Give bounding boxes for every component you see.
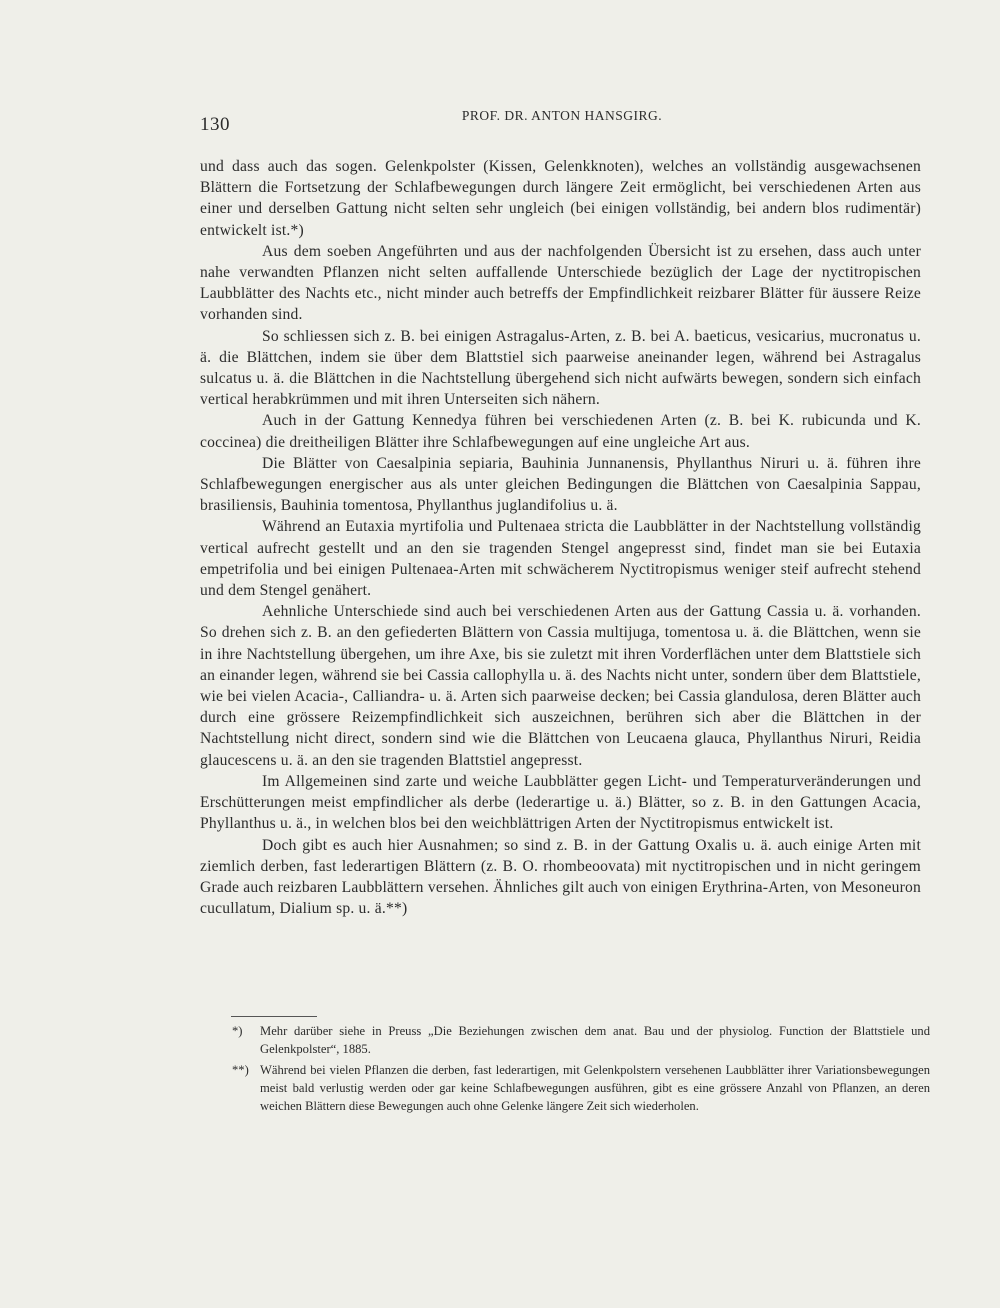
paragraph: und dass auch das sogen. Gelenkpolster (Kissen, Gelenkknoten), welches an vollständig ausgewachsenen Blättern die Fortsetzung der Schlafbewegungen durch längere Zeit ermöglicht, bei verschiedenen Arten aus einer und derselben Gattung nicht selten sehr ungleich (bei einigen vollständig, bei andern blos rudimentär) entwickelt ist.*) xyxy=(200,158,921,239)
footnote-text: Während bei vielen Pflanzen die derben, fast lederartigen, mit Gelenkpolstern versehenen Laubblätter ihrer Variationsbewegungen meist bald verlustig werden oder gar keine Schlafbewegungen ausführen, gibt es eine grössere Anzahl von Pflanzen, an deren weichen Blättern diese Bewegungen auch ohne Gelenke längere Zeit sich wiederholen. xyxy=(260,1063,930,1113)
footnotes xyxy=(200,1022,930,1115)
paragraph: So schliessen sich z. B. bei einigen Astragalus-Arten, z. B. bei A. baeticus, vesicarius, mucronatus u. ä. die Blättchen, indem sie über dem Blattstiel sich paarweise aneinander legen, während bei Astragalus sulcatus u. ä. die Blättchen in die Nachtstellung übergehend sich nicht aufwärts bewegen, sondern sich einfach vertical herabkrümmen und mit ihren Unterseiten sich nähern. xyxy=(200,327,921,409)
footnote-text: Mehr darüber siehe in Preuss „Die Beziehungen zwischen dem anat. Bau und der physiolog. Function der Blattstiele und Gelenkpolster“, 1885. xyxy=(260,1024,930,1056)
running-header: PROF. DR. ANTON HANSGIRG. xyxy=(461,108,663,123)
paragraph: Aus dem soeben Angeführten und aus der nachfolgenden Übersicht ist zu ersehen, dass auch unter nahe verwandten Pflanzen nicht selten auffallende Unterschiede bezüglich der Lage der nyctitropischen Laubblätter des Nachts etc., nicht minder auch betreffs der Empfindlichkeit reizbarer Blätter für äussere Reize vorhanden sind. xyxy=(200,242,921,324)
footnote-divider xyxy=(231,1016,317,1017)
footnote xyxy=(200,1022,930,1058)
footnote xyxy=(200,1061,930,1115)
footnote-marker: **) xyxy=(232,1063,249,1077)
paragraph: Die Blätter von Caesalpinia sepiaria, Bauhinia Junnanensis, Phyllanthus Niruri u. ä. führen ihre Schlafbewegungen energischer aus als unter gleichen Bedingungen die Blättchen von Caesalpinia Sappau, brasiliensis, Bauhinia tomentosa, Phyllanthus juglandifolius u. ä. xyxy=(200,454,921,515)
paragraph: Auch in der Gattung Kennedya führen bei verschiedenen Arten (z. B. bei K. rubicunda und K. coccinea) die dreitheiligen Blätter ihre Schlafbewegungen auf eine ungleiche Art aus. xyxy=(200,412,921,451)
paragraph: Während an Eutaxia myrtifolia und Pultenaea stricta die Laubblätter in der Nachtstellung vollständig vertical aufrecht gestellt und an den sie tragenden Stengel angepresst sind, findet man sie bei Eutaxia empetrifolia und bei einigen Pultenaea-Arten mit schwächerem Nyctitropismus weniger steif aufrecht stehend und dem Stengel genähert. xyxy=(200,518,921,600)
paragraph: Im Allgemeinen sind zarte und weiche Laubblätter gegen Licht- und Temperaturveränderungen und Erschütterungen meist empfindlicher als derbe (lederartige u. ä.) Blätter, so z. B. in den Gattungen Acacia, Phyllanthus u. ä., in welchen blos bei den weichblättrigen Arten der Nyctitropismus entwickelt ist. xyxy=(200,772,921,833)
paragraph: Aehnliche Unterschiede sind auch bei verschiedenen Arten aus der Gattung Cassia u. ä. vorhanden. So drehen sich z. B. an den gefiederten Blättern von Cassia multijuga, tomentosa u. ä. die Blättchen, wenn sie in ihre Nachtstellung übergehen, um ihre Axe, bis sie zuletzt mit ihren Vorderflächen unter dem Blattstiele sich an einander legen, während sie bei Cassia callophylla u. ä. des Nachts nicht unter, sondern über dem Blattstiele, wie bei vielen Acacia-, Calliandra- u. ä. Arten sich paarweise decken; bei Cassia glandulosa, deren Blätter auch durch eine grössere Reizempfindlichkeit sich auszeichnen, berühren sich aber die Blättchen in der Nachtstellung nicht direct, sondern sind wie die Blättchen von Leucaena glauca, Phyllanthus Niruri, Reidia glaucescens u. ä. an den sie tragenden Blattstiel angepresst. xyxy=(200,603,921,769)
page-number: 130 xyxy=(200,114,230,135)
body-text xyxy=(200,156,921,919)
paragraph: Doch gibt es auch hier Ausnahmen; so sind z. B. in der Gattung Oxalis u. ä. auch einige Arten mit ziemlich derben, fast lederartigen Blättern (z. B. O. rhombeoovata) mit nyctitropischen und in nicht geringem Grade auch reizbaren Laubblättern versehen. Ähnliches gilt auch von einigen Erythrina-Arten, von Mesoneuron cucullatum, Dialium sp. u. ä.**) xyxy=(200,836,921,918)
footnote-marker: *) xyxy=(232,1024,243,1038)
